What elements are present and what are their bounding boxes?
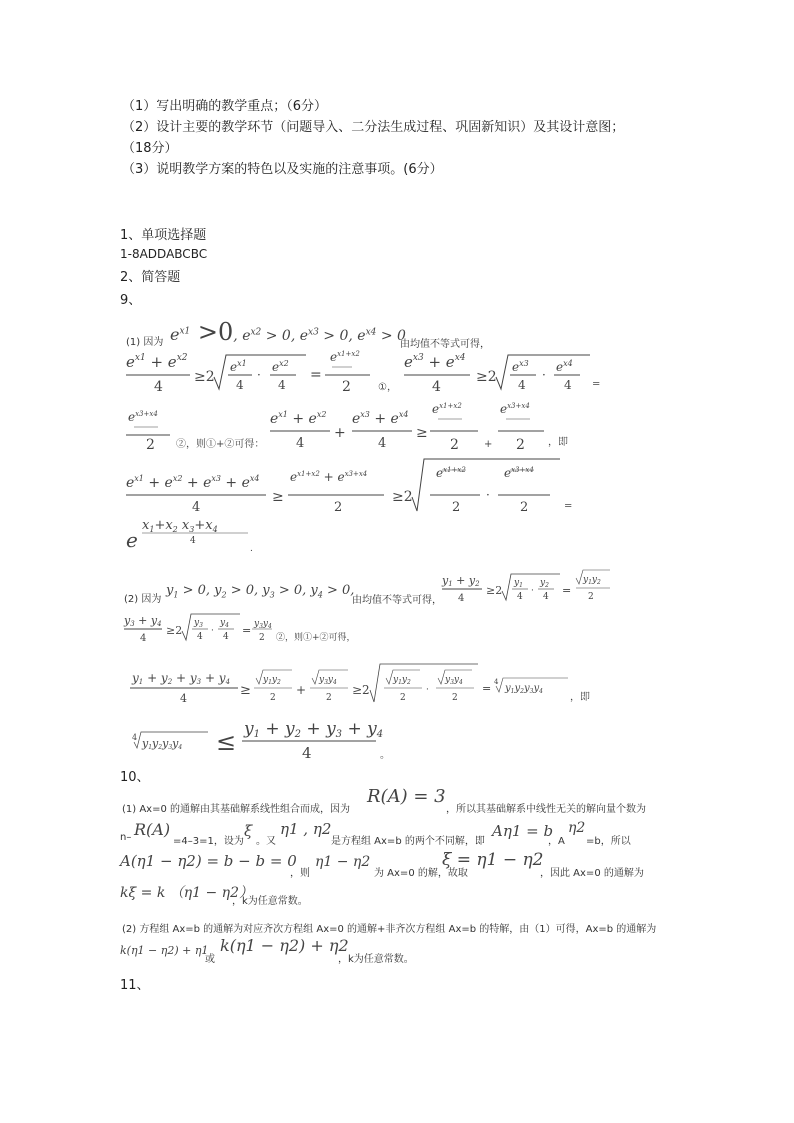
- svg-text:ex3+x4: $e^{x3+x4}$: [128, 410, 158, 424]
- svg-text:≥: ≥: [272, 489, 284, 505]
- svg-text:ex3+x4: $e^{x3+x4}$: [504, 466, 534, 480]
- svg-text:2: 2: [400, 693, 406, 703]
- q9-p1-condition: $e^{x1} >0$, $e^{x2} > 0$, $e^{x3} > 0$, $e^{x4} > 0$: [170, 318, 406, 346]
- svg-text:y1y2y3y4: y1y2y3y4: [142, 737, 183, 751]
- q10-line1-a: (1) Ax=0 的通解由其基础解系线性组合而成，因为: [122, 804, 351, 815]
- svg-text:=: =: [562, 584, 572, 597]
- q9-p2-prefix: (2) 因为: [124, 594, 162, 605]
- svg-text:≤: ≤: [216, 728, 237, 756]
- q10-line4: ，k为任意常数。: [232, 896, 308, 907]
- svg-text:4: 4: [378, 436, 387, 451]
- svg-text:y3y4: $y_3y_4$: [254, 619, 272, 630]
- q9-p2-formulas: [120, 566, 610, 762]
- q10-line6-b: ，k为任意常数。: [338, 954, 414, 965]
- q10-rank-term: R(A): [134, 820, 171, 839]
- svg-text:y3y4: $y_3y_4$: [445, 675, 463, 686]
- q10-line2-c: 。又: [256, 836, 276, 847]
- svg-text:y1y2: $y_1y_2$: [263, 675, 281, 686]
- svg-text:+: +: [296, 683, 307, 697]
- svg-text:y1y2: $y_1y_2$: [583, 575, 601, 586]
- svg-text:≥2: ≥2: [352, 683, 370, 697]
- svg-text:y3: $y_3$: [194, 618, 203, 629]
- svg-text:4: 4: [432, 379, 441, 395]
- q9-p2-ineq-note: 由均值不等式可得，: [352, 595, 442, 606]
- svg-text:4: 4: [190, 536, 196, 546]
- q10-line3-b: 为 Ax=0 的解，故取: [374, 868, 468, 879]
- q10-rank-eq: R(A) = 3: [367, 786, 446, 807]
- answer-key: 1-8ADDABCBC: [120, 247, 208, 261]
- svg-text:ex1 + ex2: $e^{x1} + e^{x2}$: [270, 410, 327, 427]
- svg-text:≥2: ≥2: [486, 584, 503, 597]
- q10-line3-a: ，则: [290, 868, 310, 879]
- svg-text:①，: ①，: [378, 382, 397, 393]
- svg-text:≥: ≥: [240, 683, 251, 698]
- svg-text:2: 2: [452, 693, 458, 703]
- svg-text:=: =: [592, 379, 600, 390]
- svg-text:x1+x2 x3+x4: $x_1+x_2$ $x_3+x_4$: [142, 518, 218, 534]
- svg-text:2: 2: [146, 437, 155, 453]
- q10-solution-1: k(η1 − η2) + η1: [120, 944, 209, 957]
- svg-text:ex1+x2: $e^{x1+x2}$: [432, 402, 462, 416]
- svg-text:·: ·: [486, 488, 490, 502]
- svg-text:ex4: $e^{x4}$: [556, 359, 573, 374]
- q10-line2-f: =b，所以: [586, 836, 631, 847]
- svg-text:2: 2: [450, 437, 459, 453]
- q9-p1-prefix: (1) 因为: [126, 337, 164, 348]
- svg-text:ex1+x2 + ex3+x4: $e^{x1+x2} + e^{x3+x4}$: [290, 470, 368, 484]
- svg-text:ex1+x2: $e^{x1+x2}$: [436, 466, 466, 480]
- q9-p1-ineq-note: 由均值不等式可得，: [400, 339, 490, 350]
- svg-text:e: e: [126, 528, 138, 552]
- svg-text:，即: ，即: [548, 437, 568, 448]
- q10-line2-d: 是方程组 Ax=b 的两个不同解，即: [331, 836, 485, 847]
- svg-text:4: 4: [543, 592, 549, 602]
- svg-text:4: 4: [192, 500, 201, 515]
- svg-text:+: +: [484, 439, 493, 450]
- question-10-label: 10、: [120, 770, 150, 785]
- svg-text:，即: ，即: [570, 692, 590, 703]
- svg-text:≥2: ≥2: [194, 369, 215, 385]
- svg-text:ex2: $e^{x2}$: [272, 359, 289, 374]
- q10-diff-eq: A(η1 − η2) = b − b = 0: [120, 852, 297, 870]
- q10-line2-e: ，A: [548, 836, 565, 847]
- svg-text:ex1 + ex2: $e^{x1} + e^{x2}$: [126, 353, 188, 371]
- svg-text:ex1+x2: $e^{x1+x2}$: [330, 350, 360, 364]
- q10-line2-b: =4–3=1，设为: [173, 836, 244, 847]
- svg-text:2: 2: [334, 500, 343, 515]
- svg-text:2: 2: [588, 592, 594, 602]
- svg-text:·: ·: [211, 626, 214, 636]
- svg-text:ex3: $e^{x3}$: [512, 359, 529, 374]
- svg-text:2: 2: [452, 500, 461, 515]
- q10-solution-2: k(η1 − η2) + η2: [220, 936, 349, 955]
- q9-p2-condition: $y_1 > 0$, $y_2 > 0$, $y_3 > 0$, $y_4 > 0$,: [166, 583, 355, 600]
- q10-xi-def: ξ = η1 − η2: [442, 850, 544, 870]
- svg-text:4: 4: [458, 593, 465, 604]
- svg-text:4: 4: [296, 436, 305, 451]
- svg-text:+: +: [334, 425, 346, 441]
- svg-text:y1 + y2 + y3 + y4: y1 + y2 + y3 + y4: [132, 671, 231, 686]
- svg-text:≥: ≥: [416, 425, 428, 441]
- svg-text:y1y2y3y4: $y_1y_2y_3y_4$: [505, 683, 543, 695]
- svg-text:=: =: [310, 367, 322, 383]
- svg-text:.: .: [250, 544, 253, 554]
- svg-text:4: 4: [518, 378, 526, 392]
- svg-text:=: =: [564, 501, 573, 512]
- svg-text:·: ·: [542, 368, 546, 382]
- q9-p1-formulas: [120, 345, 600, 570]
- question-11-label: 11、: [120, 978, 150, 993]
- svg-text:2: 2: [326, 693, 332, 703]
- svg-text:y1 + y2 + y3 + y4: y1 + y2 + y3 + y4: [244, 719, 384, 740]
- svg-text:y1: $y_1$: [514, 578, 523, 589]
- svg-text:4: 4: [517, 592, 523, 602]
- svg-text:≥2: ≥2: [166, 624, 183, 637]
- section-single-choice: 1、单项选择题: [120, 228, 207, 243]
- svg-text:4: 4: [564, 378, 572, 392]
- svg-text:4: 4: [302, 744, 312, 762]
- svg-text:=: =: [242, 624, 252, 637]
- q10-eta1: η1 , η2: [280, 820, 332, 838]
- q10-general-solution: kξ = k （η1 − η2）: [120, 885, 253, 901]
- svg-text:ex3 + ex4: $e^{x3} + e^{x4}$: [352, 410, 409, 427]
- q10-eta2-sup: η2: [568, 820, 586, 836]
- svg-text:4: 4: [494, 678, 499, 686]
- question-9-label: 9、: [120, 293, 142, 308]
- svg-text:y4: $y_4$: [220, 618, 229, 629]
- section-short-answer: 2、简答题: [120, 270, 181, 285]
- svg-text:·: ·: [426, 685, 429, 695]
- q10-line1-b: ，所以其基础解系中线性无关的解向量个数为: [446, 804, 646, 815]
- svg-text:=: =: [482, 682, 492, 695]
- svg-text:4: 4: [278, 378, 286, 392]
- svg-text:4: 4: [132, 733, 138, 742]
- svg-text:4: 4: [180, 692, 187, 705]
- svg-text:y3y4: $y_3y_4$: [319, 675, 337, 686]
- requirement-3: （3）说明教学方案的特色以及实施的注意事项。(6分）: [122, 162, 443, 177]
- requirement-1: （1）写出明确的教学重点；（6分）: [122, 99, 328, 114]
- svg-text:·: ·: [531, 586, 534, 596]
- svg-text:2: 2: [342, 379, 351, 395]
- q10-diff: η1 − η2: [315, 854, 371, 870]
- svg-text:。: 。: [380, 750, 390, 761]
- q10-line6-a: 或: [205, 954, 215, 965]
- svg-text:y2: $y_2$: [540, 578, 549, 589]
- svg-text:ex3 + ex4: $e^{x3} + e^{x4}$: [404, 353, 466, 371]
- requirement-2: （2）设计主要的教学环节（问题导入、二分法生成过程、巩固新知识）及其设计意图；: [122, 120, 625, 135]
- svg-text:4: 4: [154, 379, 163, 395]
- svg-text:4: 4: [197, 632, 203, 642]
- svg-text:y1y2: $y_1y_2$: [393, 675, 411, 686]
- svg-text:2: 2: [270, 693, 276, 703]
- q10-xi: ξ: [244, 822, 253, 840]
- svg-text:2: 2: [259, 633, 265, 643]
- requirement-2-score: （18分）: [122, 141, 178, 156]
- svg-text:≥2: ≥2: [392, 489, 413, 505]
- svg-text:·: ·: [257, 368, 261, 382]
- svg-text:2: 2: [516, 437, 525, 453]
- svg-text:②，则①+②可得：: ②，则①+②可得：: [176, 439, 265, 450]
- svg-text:4: 4: [223, 632, 229, 642]
- q10-a-eta1: Aη1 = b: [492, 822, 554, 840]
- svg-text:ex3+x4: $e^{x3+x4}$: [500, 402, 530, 416]
- svg-text:ex1 + ex2 + ex3 + ex4: $e^{x1} + e^{x2} + e^{x3} + e^{x4}$: [126, 474, 260, 491]
- svg-text:≥2: ≥2: [476, 369, 497, 385]
- q10-line3-c: ，因此 Ax=0 的通解为: [540, 868, 644, 879]
- svg-text:4: 4: [140, 633, 147, 644]
- svg-text:2: 2: [520, 500, 529, 515]
- svg-text:y3 + y4: y3 + y4: [124, 614, 162, 628]
- q10-line5: (2) 方程组 Ax=b 的通解为对应齐次方程组 Ax=0 的通解+非齐次方程组 Ax=b 的特解，由（1）可得，Ax=b 的通解为: [122, 924, 657, 935]
- svg-text:4: 4: [236, 378, 244, 392]
- q10-line2-a: n–: [120, 832, 132, 843]
- svg-text:y1 + y2: y1 + y2: [442, 574, 480, 588]
- svg-text:②，则①+②可得，: ②，则①+②可得，: [276, 633, 356, 643]
- svg-text:ex1: $e^{x1}$: [230, 359, 247, 374]
